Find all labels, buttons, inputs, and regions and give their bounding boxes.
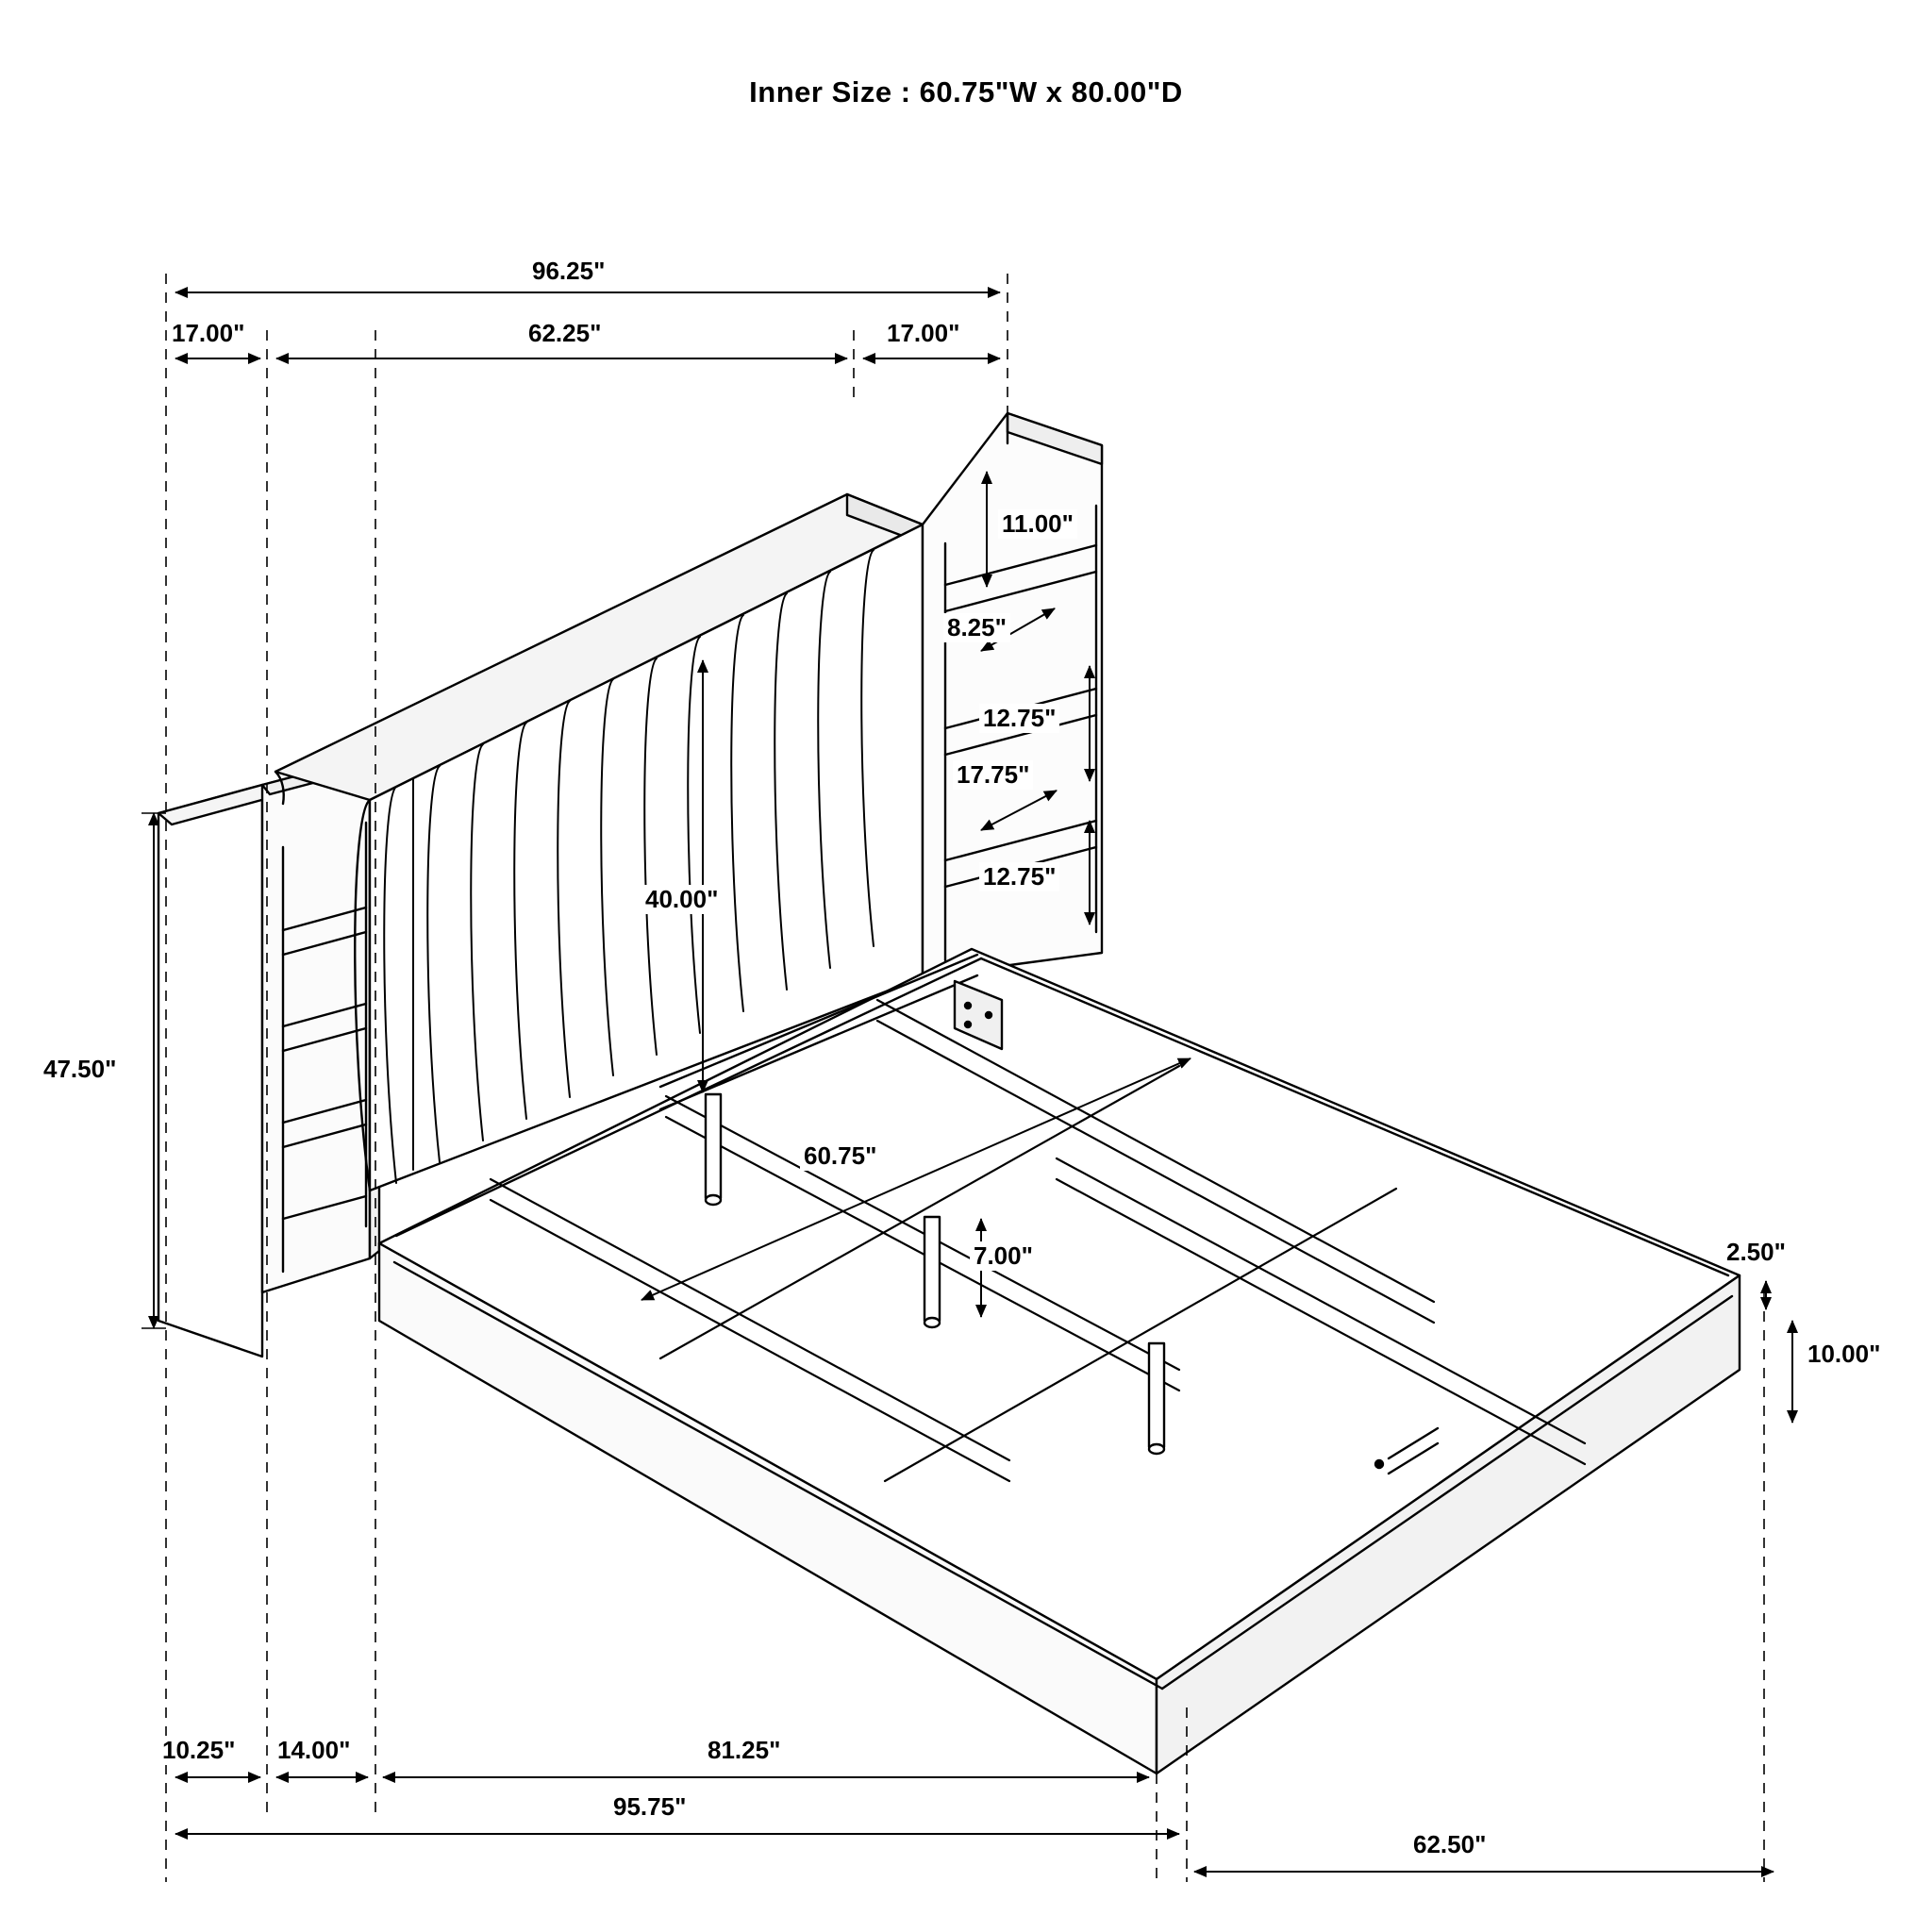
dim-shelf-depth: 17.75" [953, 760, 1033, 790]
dim-shelf-gap: 8.25" [943, 613, 1010, 642]
dim-pier-height: 47.50" [40, 1055, 120, 1084]
dim-slat-clearance: 7.00" [970, 1241, 1037, 1271]
dim-lower-shelf-height: 12.75" [979, 862, 1059, 891]
dim-pier-depth: 14.00" [274, 1736, 354, 1765]
dim-overall-width-top: 96.25" [528, 257, 608, 286]
dim-top-shelf-height: 11.00" [998, 509, 1077, 539]
dim-inner-width: 60.75" [800, 1141, 880, 1171]
dim-bed-length: 81.25" [704, 1736, 784, 1765]
dim-right-pier-width: 17.00" [883, 319, 963, 348]
dim-footboard-width: 62.50" [1409, 1830, 1490, 1859]
dim-overall-depth: 95.75" [609, 1792, 690, 1822]
dim-left-offset: 10.25" [158, 1736, 239, 1765]
dim-headboard-width: 62.25" [525, 319, 605, 348]
dim-left-pier-width: 17.00" [168, 319, 248, 348]
dim-rail-thickness: 2.50" [1723, 1238, 1790, 1267]
dim-frame-height: 10.00" [1804, 1340, 1884, 1369]
dim-mid-shelf-height: 12.75" [979, 704, 1059, 733]
page-title: Inner Size : 60.75"W x 80.00"D [749, 75, 1183, 108]
dim-headboard-height: 40.00" [641, 885, 722, 914]
